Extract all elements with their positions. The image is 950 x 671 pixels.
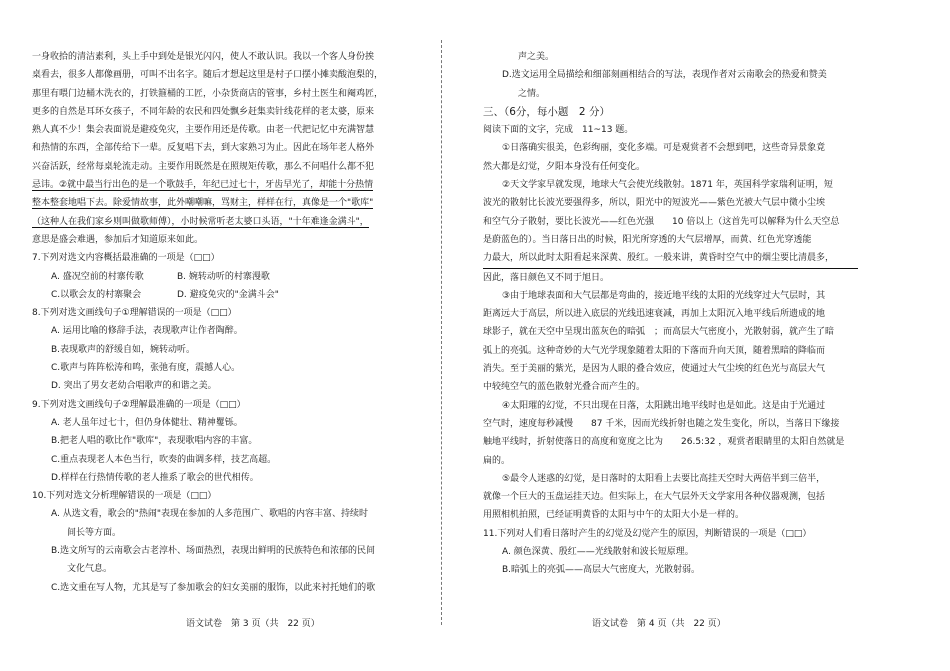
passage-line: 球影子，就在天空中呈现出蓝灰色的暗弧 ；而高层大气密度小，光散射弱，就产生了暗 — [483, 327, 835, 338]
passage-line: 是蔚蓝色的）。当日落日出的时候，阳光所穿透的大气层增厚，而黄、红色光穿透能 — [483, 234, 812, 245]
column-divider — [441, 40, 442, 625]
underlined-sentence-2: 忌讳。②就中最当行出色的是一个歌鼓手，年纪已过七十，牙齿早光了，却能十分热情 — [32, 180, 374, 191]
question-7-options-row2 — [32, 286, 417, 304]
reading-intro: 阅读下面的文字，完成 11~13 题。 — [483, 125, 634, 136]
passage-line: ④太阳璀的幻觉，不只出现在日落，太阳跳出地平线时也是如此。这是由于光通过 — [502, 400, 826, 411]
option-b-continued: 文化气息。 — [67, 564, 113, 575]
passage-line: 更多的自然是耳环女孩子，不同年龄的农民和四处飘乡赶集卖针线花样的老太婆，原来 — [32, 106, 375, 117]
passage-line: 扁的。 — [483, 455, 511, 466]
passage-line: 那里有喂门边桶木洗衣的，打铁箍桶的工匠，小杂货商店的管事，乡村土医生和阉鸡匠， — [32, 88, 384, 99]
passage-line: 力最大，所以此时太阳看起来深黄、殷红。一般来讲，黄昏时空气中的烟尘要比清晨多， — [483, 249, 858, 268]
question-8-stem: 8.下列对选文画线句子①理解错误的一项是（□□） — [32, 308, 237, 319]
option-b: B.暗弧上的亮弧——高层大气密度大，光散射弱。 — [502, 565, 701, 576]
passage-line: 距离远大于高层，所以进入底层的光线迅速衰减，再加上太阳沉入地平线后所遗成的地 — [483, 309, 826, 320]
passage-line: 意思是盛会难遇，参加后才知道原来如此。 — [32, 234, 204, 245]
option-c: C.选文重在写人物，尤其是写了参加歌会的妇女美丽的服饰，以此来衬托她们的歌 — [51, 582, 376, 593]
option-b: B.表现歌声的舒缓自如，婉转动听。 — [51, 344, 196, 355]
passage-line: 弧上的亮弧。这种奇妙的大气光学现象随着太阳的下落而升向天顶，随着黑暗的降临而 — [483, 345, 826, 356]
passage-line: ①日落确实很美，色彩绚丽，变化多端。可是观赏者不会想到吧，这些奇异景象竟 — [502, 143, 826, 154]
passage-line: 用照相机拍照，已经证明黄昏的太阳与中午的太阳大小是一样的。 — [483, 510, 745, 521]
passage-line: ⑤最令人迷惑的幻觉，是日落时的太阳看上去要比高挂天空时大两倍半到三倍半， — [502, 473, 826, 484]
passage-line: 熟人真不少！集会表面说是避疫免灾，主要作用还是传歌。由老一代把记忆中充满智慧 — [32, 125, 375, 136]
question-9-stem: 9.下列对选文画线句子②理解最准确的一项是（□□） — [32, 399, 246, 410]
underlined-sentence-2: （这种人在我们家乡则叫做歌师傅），小时候常听老太婆口头语，"十年难逢金满斗"， — [32, 216, 369, 227]
passage-line: 兴奋活跃，经常每桌轮流走动。主要作用既然是在照规矩传歌，那么不问唱什么都不犯 — [32, 161, 375, 172]
option-b: B.把老人唱的歌比作"歌库"，表现歌唱内容的丰富。 — [51, 436, 258, 447]
passage-line: 中较纯空气的蓝色散射光叠合而产生的。 — [483, 382, 646, 393]
question-7-stem: 7.下列对选文内容概括最准确的一项是（□□） — [32, 253, 220, 264]
question-7-options-row1 — [32, 268, 417, 286]
passage-line: 消失。至于美丽的紫光，是因为人眼的叠合效应，使通过大气尘埃的红色光与高层大气 — [483, 364, 826, 375]
option-d: D.选文运用全局描绘和细部刻画相结合的写法，表现作者对云南歌会的热爱和赞美 — [502, 70, 827, 81]
underlined-sentence-2: 整本整套地唱下去。除爱情故事，此外嘲嘲嘛，骂财主，样样在行，真像是一个"歌库" — [32, 198, 374, 209]
question-11-stem: 11.下列对人们看日落时产生的幻觉及幻觉产生的原因，判断错误的一项是（□□） — [483, 528, 812, 539]
option-c: C.以歌会友的村寨聚会 — [51, 289, 142, 300]
passage-line: 就像一个巨大的玉盘运挂天边。但实际上，在大气层外天文学家用各种仪器观测，包括 — [483, 492, 826, 503]
passage-line: ③由于地球表面和大气层都是弯曲的，接近地平线的太阳的光线穿过大气层时，其 — [502, 290, 826, 301]
option-c: C.重点表现老人本色当行，吹奏的曲调多样，技艺高超。 — [51, 454, 277, 465]
question-10-stem: 10.下列对选文分析理解错误的一项是（□□） — [32, 491, 217, 502]
passage-line: 和空气分子散射，要比长波光——红色光强 10 倍以上（这首先可以解释为什么天空总 — [483, 216, 840, 227]
passage-line: 一身收拾的清洁素利，头上手中到处是银光闪闪，使人不敢认识。我以一个客人身份挨 — [32, 52, 375, 62]
option-d: D. 避疫免灾的"金满斗会" — [177, 289, 279, 300]
passage-line — [32, 194, 417, 212]
option-a-continued: 间长等方面。 — [67, 527, 122, 538]
passage-line: 波光的散射比长波光要强得多，所以，阳光中的短波光——紫色光被大气层中微小尘埃 — [483, 198, 826, 209]
page-footer-left: 语文试卷 第 3 页（共 22 页） — [186, 619, 320, 629]
passage-line — [32, 213, 417, 231]
passage-line: 然大都是幻觉，夕阳本身没有任何变化。 — [483, 161, 646, 172]
right-column — [483, 48, 858, 580]
passage-line: 触地平线时，折射使落日的高度和宽度之比为 26.5:32 ，观赏者眼睛里的太阳自然就是 — [483, 437, 845, 448]
option-d: D.样样在行热情传歌的老人推系了歌会的世代相传。 — [51, 472, 259, 483]
passage-line: 和热情的东西，全部传给下一辈。反复唱下去，到大家熟习为止。因此在场年老人格外 — [32, 143, 375, 154]
option-a: A. 老人虽年过七十，但仍身体健壮、精神矍铄。 — [51, 417, 243, 428]
option-c-continued: 声之美。 — [518, 52, 555, 62]
page-footer-right: 语文试卷 第 4 页（共 22 页） — [592, 619, 726, 629]
option-a: A. 颜色深黄、殷红——光线散射和波长短原理。 — [502, 547, 694, 558]
passage-line — [32, 176, 417, 194]
option-d: D. 突出了男女老幼合唱歌声的和谐之美。 — [51, 381, 217, 392]
option-b: B. 婉转动听的村寨漫歌 — [177, 271, 270, 282]
option-a: A. 从选文看，歌会的"热闹"表现在参加的人多范围广、歌唱的内容丰富、持续时 — [51, 509, 369, 520]
option-a: A. 运用比喻的修辞手法，表现歌声让作者陶醉。 — [51, 326, 243, 337]
option-b: B.选文所写的云南歌会古老淳朴、场面热烈，表现出鲜明的民族特色和浓郁的民间 — [51, 546, 376, 557]
passage-line: 桌看去，很多人都像画册，可叫不出名字。随后才想起这里是村子口摆小摊卖酸泡梨的， — [32, 70, 384, 81]
option-a: A. 盛况空前的村寨传歌 — [51, 271, 144, 282]
passage-line: ②天文学家早就发现，地球大气会使光线散射。1871 年，英国科学家瑞利证明，短 — [502, 180, 833, 191]
option-d-continued: 之情。 — [518, 88, 546, 99]
passage-line: 因此，落日颜色又不同于旭日。 — [483, 272, 610, 283]
option-c: C.歌声与阵阵松涛和鸣，张弛有度，震撼人心。 — [51, 363, 241, 374]
passage-line: 空气时，速度每秒减慢 87 千米，因而光线折射也随之发生变化，所以，当落日下缘接 — [483, 418, 840, 429]
left-column — [32, 48, 417, 597]
section-title: 三、（6分，每小题 2 分） — [483, 105, 610, 118]
